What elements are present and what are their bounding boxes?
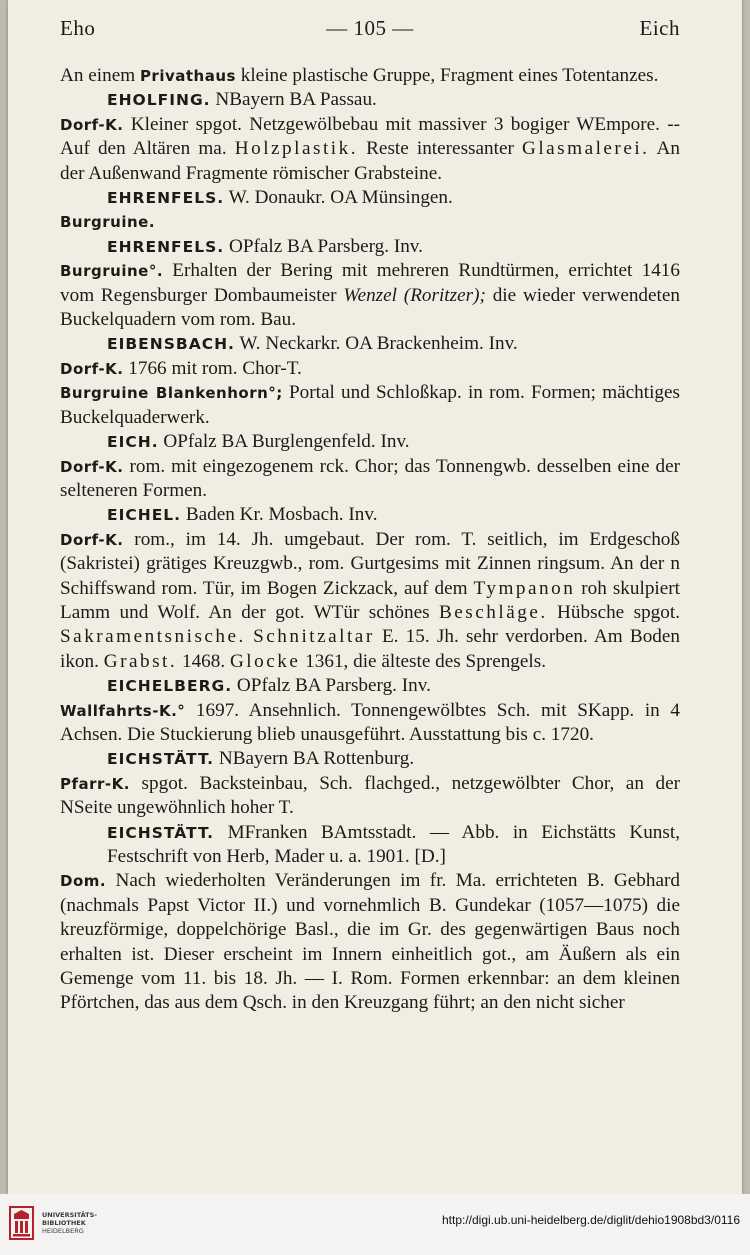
spaced-term: Glasmalerei. bbox=[521, 138, 650, 160]
place-name: EICH. bbox=[107, 433, 159, 452]
place-name: EHOLFING. bbox=[107, 91, 211, 110]
place-heading bbox=[60, 88, 680, 112]
text-run: OPfalz BA Parsberg. Inv. bbox=[232, 675, 431, 697]
text-run: Reste interessanter bbox=[358, 138, 522, 160]
text-run: Erhalten der Bering mit mehreren Rundtürmen, errichtet 1416 vom Regensburger Dombaumeister bbox=[60, 260, 680, 306]
place-name: EHRENFELS. bbox=[107, 237, 225, 256]
text-run: 1766 mit rom. Chor-T. bbox=[123, 357, 302, 379]
place-name: EICHEL. bbox=[107, 506, 182, 525]
text-run: NBayern BA Rottenburg. bbox=[214, 748, 415, 770]
header-left: Eho bbox=[60, 16, 96, 40]
place-heading bbox=[60, 821, 680, 870]
place-heading bbox=[60, 235, 680, 259]
text-run: OPfalz BA Parsberg. Inv. bbox=[224, 235, 423, 257]
text-run: Hübsche spgot. bbox=[547, 601, 680, 623]
place-heading bbox=[60, 186, 680, 210]
library-name-line-1: UNIVERSITÄTS- bbox=[42, 1211, 97, 1219]
place-heading bbox=[60, 430, 680, 454]
library-name-line-3: HEIDELBERG bbox=[42, 1227, 84, 1235]
text-run: 1697. Ansehnlich. Tonnengewölbtes Sch. mit SKapp. in 4 Achsen. Die Stuckierung blieb unausgeführt. Ausstattung bis c. 1720. bbox=[60, 699, 680, 745]
text-run: OPfalz BA Burglengenfeld. Inv. bbox=[158, 431, 410, 453]
place-heading bbox=[60, 674, 680, 698]
entry-label: Burgruine. bbox=[60, 213, 156, 232]
university-seal-icon bbox=[8, 1205, 35, 1241]
entry-paragraph bbox=[60, 113, 680, 186]
source-url-link[interactable]: http://digi.ub.uni-heidelberg.de/diglit/dehio1908bd3/0116 bbox=[441, 1213, 740, 1227]
header-page-number: — 105 — bbox=[326, 16, 414, 40]
text-run: Portal und Schloßkap. in rom. Formen; mächtiges Buckelquaderwerk. bbox=[60, 382, 680, 428]
entry-label: Pfarr-K. bbox=[60, 774, 130, 793]
text-run: spgot. Backsteinbau, Sch. flachged., netzgewölbter Chor, an der NSeite ungewöhnlich hoher T. bbox=[60, 772, 680, 819]
entry-paragraph bbox=[60, 64, 680, 88]
entry-label: Dorf-K. bbox=[60, 530, 124, 549]
entry-label: Wallfahrts-K.° bbox=[60, 701, 186, 720]
entry-label: Dom. bbox=[60, 872, 107, 891]
running-header bbox=[60, 16, 680, 46]
entry-label: Dorf-K. bbox=[60, 359, 124, 378]
place-name: EIBENSBACH. bbox=[107, 335, 235, 354]
entry-paragraph bbox=[60, 528, 680, 674]
text-run: An der Außenwand Fragmente römischer Grabsteine. bbox=[60, 138, 680, 184]
text-run: kleine plastische Gruppe, Fragment eines Totentanzes. bbox=[235, 65, 659, 86]
text-run: 1468. bbox=[177, 650, 230, 672]
text-run: 1361, die älteste des Sprengels. bbox=[300, 650, 547, 672]
text-run: rom. mit eingezogenem rck. Chor; das Tonnengwb. desselben eine der selteneren Formen. bbox=[60, 455, 680, 501]
text-run: Baden Kr. Mosbach. Inv. bbox=[181, 504, 378, 526]
spaced-term: Tympanon bbox=[473, 577, 576, 599]
text-run: E. 15. Jh. sehr verdorben. Am Boden ikon. bbox=[60, 626, 680, 672]
spaced-term: Glocke bbox=[229, 650, 301, 672]
place-name: EICHSTÄTT. bbox=[107, 823, 215, 842]
entry-paragraph bbox=[60, 772, 680, 821]
entry-label: Privathaus bbox=[139, 67, 236, 85]
text-run: NBayern BA Passau. bbox=[210, 89, 377, 111]
text-run: W. Neckarkr. OA Brackenheim. Inv. bbox=[234, 333, 518, 355]
spaced-term: Schnitzaltar bbox=[253, 626, 375, 648]
library-name bbox=[42, 1211, 97, 1235]
entry-label: Dorf-K. bbox=[60, 115, 124, 134]
text-run: W. Donaukr. OA Münsingen. bbox=[224, 187, 453, 209]
header-right: Eich bbox=[639, 16, 680, 40]
place-name: EICHELBERG. bbox=[107, 677, 233, 696]
entry-label: Dorf-K. bbox=[60, 457, 124, 476]
footer-bar bbox=[0, 1194, 750, 1255]
entry-paragraph bbox=[60, 259, 680, 332]
text-run: MFranken BAmtsstadt. — Abb. in Eichstätts Kunst, Festschrift von Herb, Mader u. a. 1901. [D.] bbox=[107, 821, 680, 867]
entry-paragraph bbox=[60, 210, 680, 234]
text-run: Kleiner spgot. Netzgewölbebau mit massiver 3 bogiger WEmpore. -- Auf den Altären ma. bbox=[60, 113, 680, 160]
text-run bbox=[246, 626, 253, 647]
entry-paragraph bbox=[60, 357, 680, 381]
text-run: Nach wiederholten Veränderungen im fr. Ma. errichteten B. Gebhard (nachmals Papst Victor II.) und vornehmlich B. Gundekar (1057—1075) die kreuzförmige, doppelchörige Basl., die im Gr. des gegenwärtigen Baus noch erhalten ist. Dieser erscheint im Innern einheitlich got., am Äußern als ein Gemenge vom 11. bis 18. Jh. — I. Rom. Formen erkennbar: an dem kleinen Pförtchen, das aus dem Qsch. in den Kreuzgang führt; an den nicht sicher bbox=[60, 870, 680, 1014]
spaced-term: Beschläge. bbox=[438, 601, 548, 623]
page-body bbox=[60, 64, 680, 1016]
place-heading bbox=[60, 503, 680, 527]
entry-paragraph bbox=[60, 869, 680, 1015]
entry-label: Burgruine Blankenhorn°; bbox=[60, 384, 283, 403]
text-run: die wieder verwendeten Buckelquadern vom rom. Bau. bbox=[60, 284, 680, 331]
place-name: EICHSTÄTT. bbox=[107, 750, 215, 769]
place-heading bbox=[60, 747, 680, 771]
place-name: EHRENFELS. bbox=[107, 189, 225, 208]
entry-label: Burgruine°. bbox=[60, 262, 164, 281]
entry-paragraph bbox=[60, 699, 680, 748]
entry-paragraph bbox=[60, 455, 680, 504]
spaced-term: Grabst. bbox=[103, 650, 178, 672]
entry-paragraph bbox=[60, 381, 680, 430]
library-name-line-2: BIBLIOTHEK bbox=[42, 1219, 86, 1227]
italic-name: Wenzel (Roritzer); bbox=[343, 284, 486, 306]
text-run: roh skulpiert Lamm und Wolf. An der got. WTür schönes bbox=[60, 577, 680, 623]
spaced-term: Holzplastik. bbox=[234, 138, 359, 160]
text-run: rom., im 14. Jh. umgebaut. Der rom. T. seitlich, im Erdgeschoß (Sakristei) grätiges Kreuzgwb., rom. Gurtgesims mit Zinnen ringsum. An der n Schiffswand rom. Tür, im Bogen Zickzack, auf dem bbox=[60, 528, 680, 599]
place-heading bbox=[60, 332, 680, 356]
scanned-page bbox=[8, 0, 742, 1194]
text-run: An einem bbox=[60, 65, 140, 86]
spaced-term: Sakramentsnische. bbox=[60, 626, 246, 648]
